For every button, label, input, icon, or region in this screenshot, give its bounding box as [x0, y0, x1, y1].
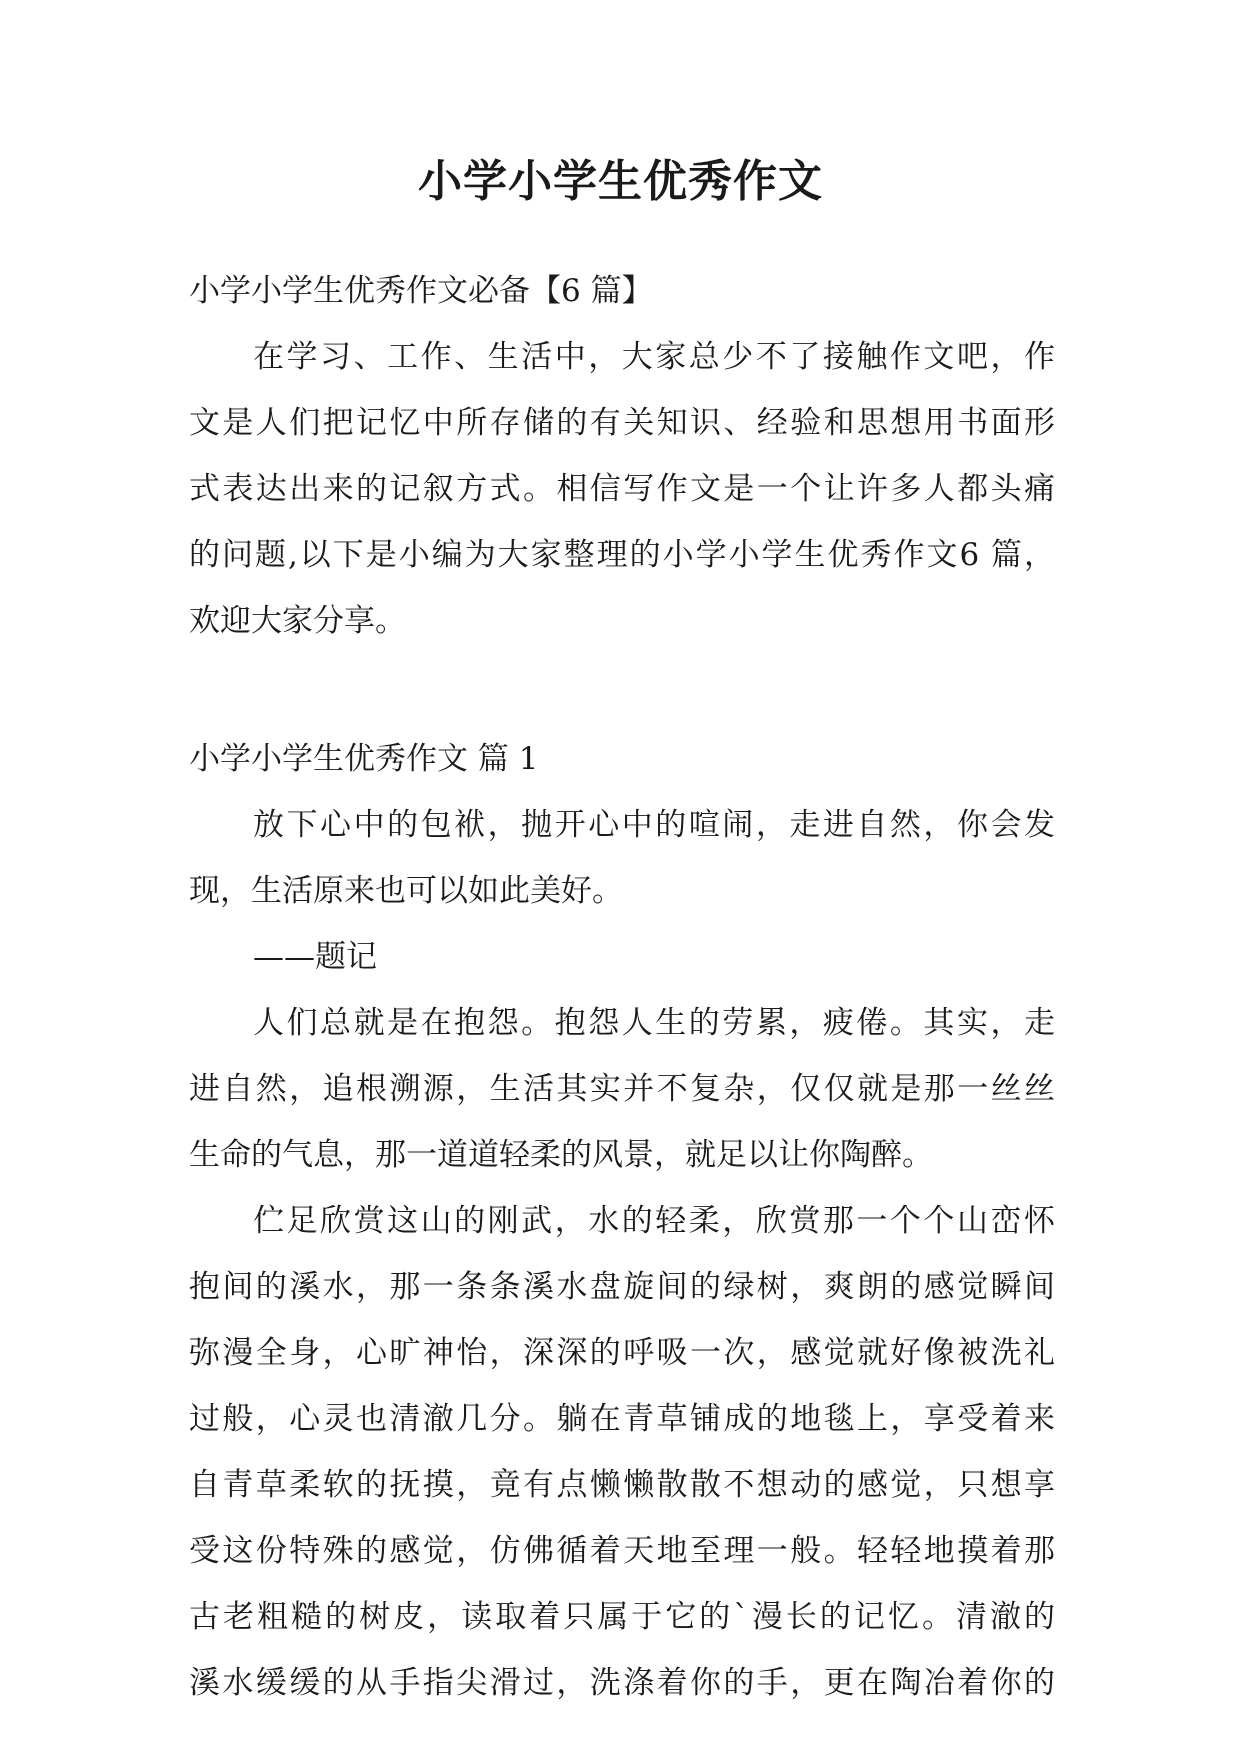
- document-body: [189, 258, 1055, 1716]
- section-heading: 小学小学生优秀作文 篇 1: [189, 741, 539, 777]
- paragraph-line: 抱间的溪水，那一条条溪水盘旋间的绿树，爽朗的感觉瞬间: [189, 1269, 1055, 1305]
- paragraph-line: 溪水缓缓的从手指尖滑过，洗涤着你的手，更在陶冶着你的: [189, 1665, 1055, 1701]
- paragraph-line: 文是人们把记忆中所存储的有关知识、经验和思想用书面形: [189, 405, 1055, 441]
- paragraph-line: 人们总就是在抱怨。抱怨人生的劳累，疲倦。其实，走: [253, 1005, 1055, 1041]
- paragraph-line: 受这份特殊的感觉，仿佛循着天地至理一般。轻轻地摸着那: [189, 1533, 1055, 1569]
- paragraph-line: 伫足欣赏这山的刚武，水的轻柔，欣赏那一个个山峦怀: [253, 1203, 1055, 1239]
- paragraph-line: 欢迎大家分享。: [189, 603, 406, 639]
- document-title: 小学小学生优秀作文: [418, 156, 823, 207]
- paragraph-line: 进自然，追根溯源，生活其实并不复杂，仅仅就是那一丝丝: [189, 1071, 1055, 1107]
- paragraph-line: 在学习、工作、生活中，大家总少不了接触作文吧，作: [253, 339, 1055, 375]
- intro-paragraph: [189, 324, 1055, 654]
- paragraph-line: 式表达出来的记叙方式。相信写作文是一个让许多人都头痛: [189, 471, 1055, 507]
- paragraph-line: 放下心中的包袱，抛开心中的喧闹，走进自然，你会发: [253, 807, 1055, 843]
- section-gap: [189, 654, 1055, 726]
- paragraph-3: [189, 1188, 1055, 1716]
- epigraph: ——题记: [253, 939, 377, 975]
- paragraph-line: 自青草柔软的抚摸，竟有点懒懒散散不想动的感觉，只想享: [189, 1467, 1055, 1503]
- paragraph-line: 古老粗糙的树皮，读取着只属于它的`漫长的记忆。清澈的: [189, 1599, 1055, 1635]
- paragraph-line: 生命的气息，那一道道轻柔的风景，就足以让你陶醉。: [189, 1137, 933, 1173]
- paragraph-line: 的问题,以下是小编为大家整理的小学小学生优秀作文6 篇，: [189, 537, 1055, 573]
- paragraph-line: 现，生活原来也可以如此美好。: [189, 873, 623, 909]
- paragraph-line: 弥漫全身，心旷神怡，深深的呼吸一次，感觉就好像被洗礼: [189, 1335, 1055, 1371]
- paragraph-1: [189, 792, 1055, 924]
- document-subtitle: 小学小学生优秀作文必备【6 篇】: [189, 273, 653, 309]
- paragraph-2: [189, 990, 1055, 1188]
- paragraph-line: 过般，心灵也清澈几分。躺在青草铺成的地毯上，享受着来: [189, 1401, 1055, 1437]
